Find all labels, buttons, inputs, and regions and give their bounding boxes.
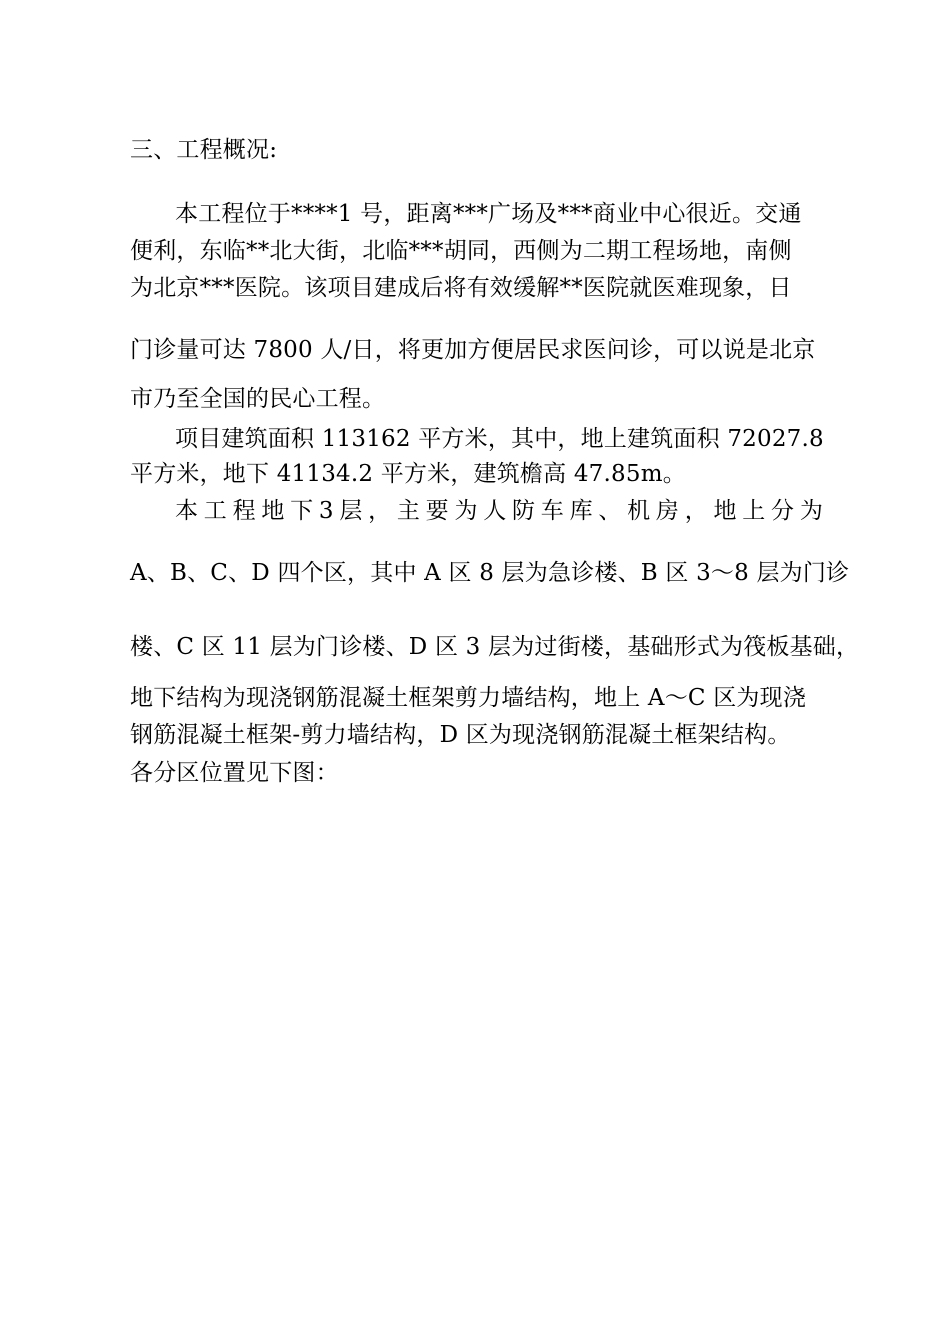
paragraph-1-line-3: 为北京***医院。该项目建成后将有效缓解**医院就医难现象，日 — [130, 275, 792, 301]
paragraph-3-char: 程 — [232, 498, 256, 524]
paragraph-3-line-6: 各分区位置见下图： — [130, 760, 339, 786]
paragraph-1-line-4: 门诊量可达 7800 人/日，将更加方便居民求医问诊，可以说是北京 — [130, 337, 816, 363]
paragraph-3-char: 为 — [454, 498, 478, 524]
paragraph-3-char: 下 — [290, 498, 314, 524]
paragraph-3-char: 地 — [713, 498, 737, 524]
paragraph-3-char: 房 — [655, 498, 679, 524]
paragraph-3-line-1 — [175, 497, 823, 525]
paragraph-2-line-1: 项目建筑面积 113162 平方米，其中，地上建筑面积 72027.8 — [175, 426, 824, 452]
paragraph-3-line-4: 地下结构为现浇钢筋混凝土框架剪力墙结构，地上 A～C 区为现浇 — [130, 685, 807, 711]
paragraph-3-char: 主 — [396, 498, 420, 524]
paragraph-3-char: 层 — [339, 498, 363, 524]
paragraph-3-char: 分 — [771, 498, 795, 524]
paragraph-3-char: 机 — [627, 498, 651, 524]
paragraph-3-char: 3 — [318, 498, 334, 524]
paragraph-1-line-2: 便利，东临**北大街，北临***胡同，西侧为二期工程场地，南侧 — [130, 238, 792, 264]
paragraph-3-line-5: 钢筋混凝土框架-剪力墙结构，D 区为现浇钢筋混凝土框架结构。 — [130, 722, 791, 748]
paragraph-3-char: 地 — [261, 498, 285, 524]
paragraph-3-line-3: 楼、C 区 11 层为门诊楼、D 区 3 层为过街楼，基础形式为筏板基础， — [130, 634, 860, 660]
paragraph-3-char: 车 — [540, 498, 564, 524]
paragraph-3-char: ， — [684, 498, 708, 524]
section-heading: 三、工程概况: — [130, 137, 278, 163]
paragraph-3-char: 防 — [512, 498, 536, 524]
paragraph-3-char: 本 — [175, 498, 198, 524]
paragraph-3-char: 上 — [742, 498, 766, 524]
paragraph-3-char: 人 — [483, 498, 507, 524]
paragraph-3-char: ， — [368, 498, 392, 524]
paragraph-1-line-1: 本工程位于****1 号，距离***广场及***商业中心很近。交通 — [175, 201, 802, 227]
paragraph-3-char: 为 — [799, 498, 823, 524]
paragraph-3-char: 、 — [598, 498, 622, 524]
paragraph-3-char: 库 — [569, 498, 593, 524]
paragraph-2-line-2: 平方米，地下 41134.2 平方米，建筑檐高 47.85m。 — [130, 461, 686, 487]
paragraph-3-line-2: A、B、C、D 四个区，其中 A 区 8 层为急诊楼、B 区 3～8 层为门诊 — [130, 560, 850, 586]
paragraph-1-line-5: 市乃至全国的民心工程。 — [130, 386, 386, 412]
paragraph-3-char: 工 — [203, 498, 227, 524]
paragraph-3-char: 要 — [425, 498, 449, 524]
